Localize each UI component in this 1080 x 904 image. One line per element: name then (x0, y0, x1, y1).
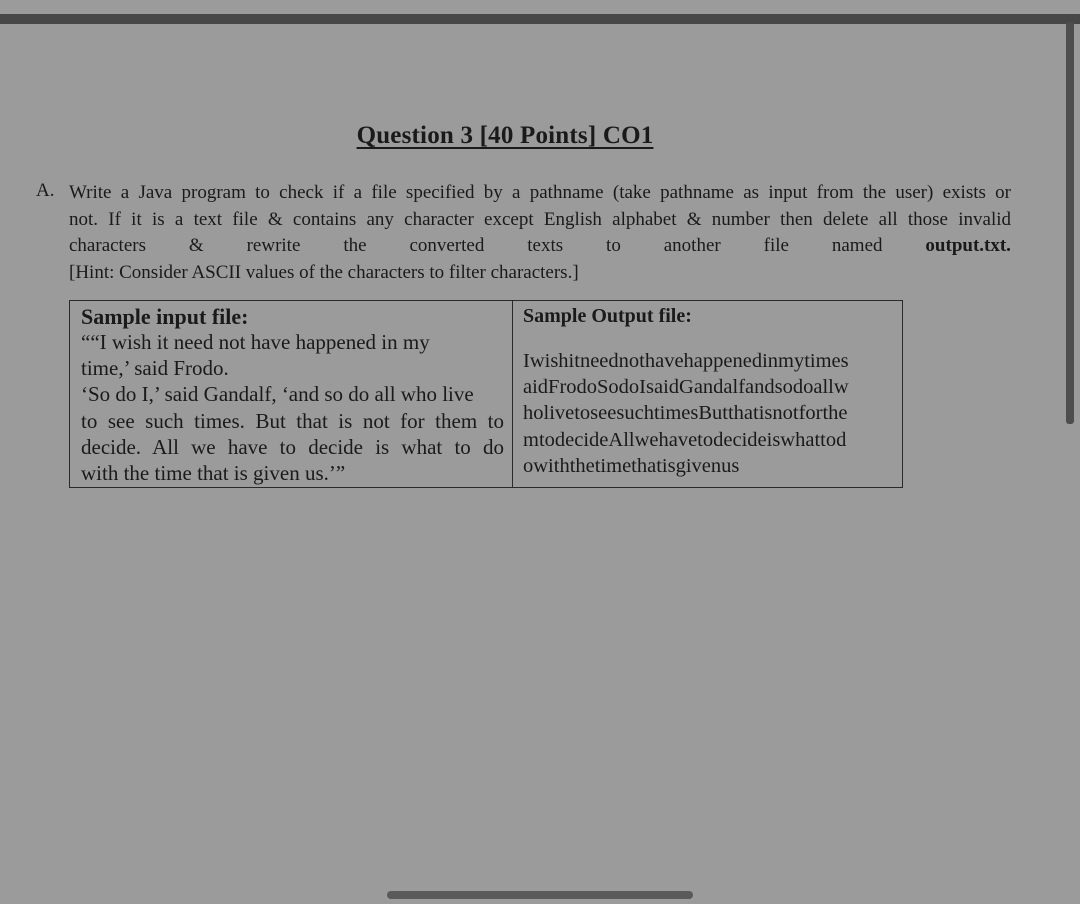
sample-output-text (523, 348, 894, 479)
input-line: decide. All we have to decide is what to do (81, 434, 504, 459)
input-line: with the time that is given us.’” (81, 461, 346, 486)
word: rewrite (246, 235, 301, 256)
home-indicator[interactable] (387, 891, 693, 899)
word: another (663, 235, 721, 256)
output-line: Iwishitneednothavehappenedinmytimes (523, 350, 849, 372)
sample-input-cell (70, 301, 513, 487)
output-line: mtodecideAllwehavetodecideiswhattod (523, 428, 847, 451)
word: converted (409, 235, 485, 256)
scrollbar[interactable] (1066, 22, 1074, 424)
sample-output-cell (513, 301, 902, 487)
question-text (69, 180, 1011, 286)
question-line-3 (69, 233, 1011, 260)
sample-input-header: Sample input file: (81, 304, 249, 329)
output-line: aidFrodoSodoIsaidGandalfandsodoallw (523, 376, 849, 399)
output-line: holivetoseesuchtimesButthatisnotforthe (523, 402, 848, 425)
output-line: owiththetimethatisgivenus (523, 454, 740, 477)
input-line: to see such times. But that is not for them to (81, 408, 504, 433)
output-filename: output.txt. (925, 235, 1011, 256)
input-line: time,’ said Frodo. (81, 356, 229, 381)
word: the (343, 235, 367, 256)
input-line: ‘So do I,’ said Gandalf, ‘and so do all who live (81, 382, 474, 407)
word: file (763, 235, 789, 256)
sample-table (69, 300, 903, 488)
question-marker: A. (36, 180, 55, 201)
question-line-2: not. If it is a text file & contains any character except English alphabet & number then delete all those invalid (69, 208, 1011, 230)
word: texts (527, 235, 564, 256)
sample-input-text (81, 329, 504, 486)
word: named (831, 235, 883, 256)
input-line: ““I wish it need not have happened in my (81, 330, 430, 354)
question-title: Question 3 [40 Points] CO1 (356, 122, 654, 149)
word: to (606, 235, 621, 256)
word: characters (69, 235, 146, 256)
question-hint: [Hint: Consider ASCII values of the characters to filter characters.] (69, 261, 579, 283)
top-bar (0, 14, 1080, 24)
word: & (188, 235, 204, 256)
sample-output-header: Sample Output file: (523, 305, 692, 327)
question-line-1: Write a Java program to check if a file specified by a pathname (take pathname as input from the user) exists or (69, 182, 1011, 203)
